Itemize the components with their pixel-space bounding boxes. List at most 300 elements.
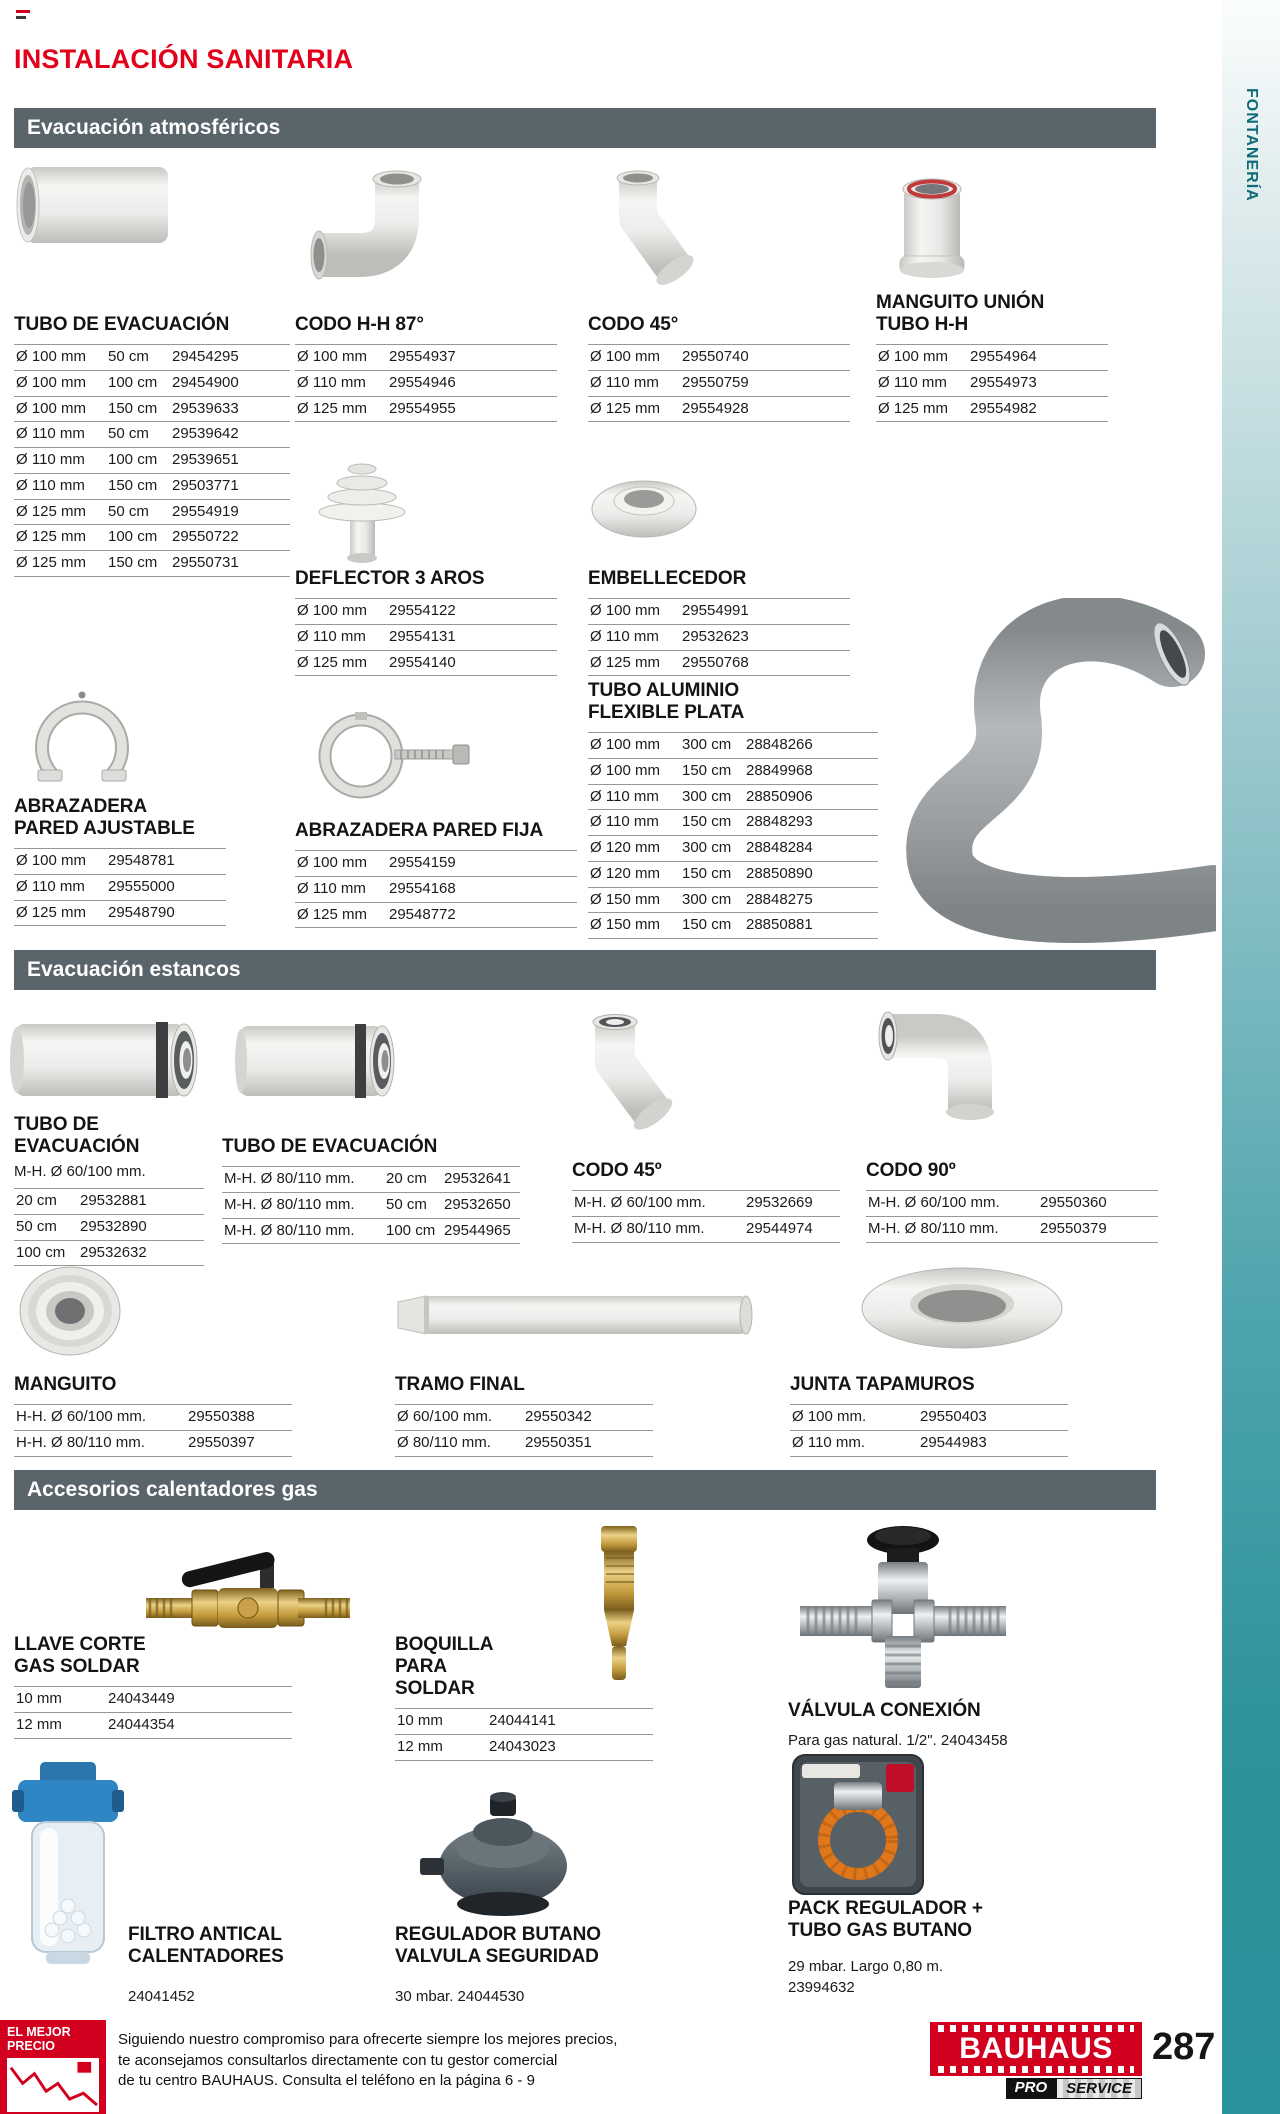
table-row — [14, 371, 290, 397]
table-cell: 29532632 — [80, 1243, 147, 1261]
table-row — [588, 888, 878, 914]
table-cell: 29554131 — [389, 627, 456, 645]
table-row — [14, 849, 226, 875]
table-row — [14, 1215, 204, 1241]
table-cell: 100 cm — [16, 1243, 66, 1261]
table-row — [14, 1431, 292, 1457]
table-cell: 100 cm — [108, 528, 158, 546]
product-image-codo-87 — [295, 155, 430, 295]
table-cell: 150 cm — [108, 554, 158, 572]
table-row — [588, 733, 878, 759]
table-cell: 20 cm — [16, 1192, 57, 1210]
table-cell: 150 cm — [108, 399, 158, 417]
table-cell: 24043449 — [108, 1690, 175, 1708]
table-cell: Ø 125 mm — [16, 554, 87, 572]
table-cell: 29550722 — [172, 528, 239, 546]
table-cell: Ø 60/100 mm. — [397, 1408, 493, 1426]
table-cell: 29532881 — [80, 1192, 147, 1210]
product-title: REGULADOR BUTANO VALVULA SEGURIDAD — [395, 1924, 601, 1968]
table-cell: 100 cm — [386, 1221, 436, 1239]
section-title: Evacuación estancos — [27, 958, 241, 981]
product-embellecedor — [588, 568, 850, 676]
table-row — [588, 836, 878, 862]
table-row — [876, 371, 1108, 397]
product-title: VÁLVULA CONEXIÓN — [788, 1700, 981, 1721]
table-row — [572, 1217, 840, 1243]
table-cell: Ø 100 mm — [16, 348, 87, 366]
product-title: MANGUITO — [14, 1374, 117, 1395]
table-cell: Ø 110 mm — [297, 373, 366, 391]
table-cell: 29554140 — [389, 653, 456, 671]
table-cell: 29550397 — [188, 1433, 255, 1451]
table-cell: Ø 100 mm — [16, 373, 87, 391]
table-cell: 29554964 — [970, 348, 1037, 366]
menu-icon-bar — [16, 10, 30, 13]
table-cell: Ø 100 mm — [878, 348, 949, 366]
product-codo-90-estanco — [866, 1160, 1158, 1243]
product-codo-45-estanco — [572, 1160, 840, 1243]
product-title: BOQUILLA PARA SOLDAR — [395, 1634, 493, 1700]
table-cell: Ø 125 mm — [16, 528, 87, 546]
table-cell: Ø 110 mm — [590, 373, 659, 391]
table-cell: Ø 100 mm — [16, 399, 87, 417]
table-cell: Ø 110 mm — [297, 627, 366, 645]
table-cell: 29550388 — [188, 1408, 255, 1426]
product-valvula-conexion — [788, 1700, 1078, 1749]
section-header-estancos — [14, 950, 1156, 990]
product-tramo-final — [395, 1374, 653, 1457]
table-cell: 50 cm — [386, 1195, 427, 1213]
table-cell: 29554937 — [389, 348, 456, 366]
product-boquilla — [395, 1634, 653, 1761]
product-table — [14, 1686, 292, 1739]
table-row — [588, 785, 878, 811]
table-cell: 29554946 — [389, 373, 456, 391]
product-title: EMBELLECEDOR — [588, 568, 747, 589]
table-cell: 29550403 — [920, 1408, 987, 1426]
best-price-label: EL MEJOR PRECIO — [7, 2025, 71, 2054]
product-tubo-80 — [222, 1136, 520, 1244]
table-cell: Ø 80/110 mm. — [397, 1433, 491, 1451]
table-cell: 50 cm — [16, 1217, 57, 1235]
product-pack-regulador — [788, 1898, 1023, 1996]
table-cell: 29554928 — [682, 399, 749, 417]
table-row — [588, 759, 878, 785]
product-tubo-evacuacion — [14, 314, 290, 577]
product-image-tubo-60 — [10, 1008, 210, 1112]
category-label: FONTANERÍA — [1243, 88, 1260, 202]
table-row — [14, 1189, 204, 1215]
product-title: ABRAZADERA PARED FIJA — [295, 820, 544, 841]
service-label: SERVICE — [1056, 2078, 1142, 2099]
product-title: TUBO ALUMINIO FLEXIBLE PLATA — [588, 680, 745, 724]
product-title: CODO H-H 87° — [295, 314, 424, 335]
table-cell: 29532890 — [80, 1217, 147, 1235]
table-cell: M-H. Ø 80/110 mm. — [224, 1170, 355, 1188]
product-image-abrazadera-ajustable — [16, 682, 148, 790]
product-title: JUNTA TAPAMUROS — [790, 1374, 975, 1395]
product-table — [588, 732, 878, 939]
table-row — [790, 1431, 1068, 1457]
table-cell: Ø 125 mm — [297, 653, 368, 671]
product-title: CODO 45º — [572, 1160, 662, 1181]
table-cell: 29554955 — [389, 399, 456, 417]
table-row — [14, 500, 290, 526]
table-cell: Ø 110 mm — [16, 476, 85, 494]
product-title: TUBO DE EVACUACIÓN — [14, 1114, 140, 1158]
footer-note-line: Siguiendo nuestro compromiso para ofrecerte siempre los mejores precios, — [118, 2031, 618, 2048]
product-image-regulador-butano — [420, 1770, 585, 1922]
checker-strip — [938, 2066, 1134, 2073]
table-cell: M-H. Ø 80/110 mm. — [868, 1219, 999, 1237]
product-image-tubo-80 — [235, 1012, 405, 1112]
product-image-abrazadera-fija — [305, 700, 477, 808]
table-cell: Ø 110 mm — [16, 451, 85, 469]
product-table — [790, 1404, 1068, 1457]
product-image-valvula-conexion — [788, 1516, 1018, 1706]
table-cell: M-H. Ø 60/100 mm. — [574, 1194, 706, 1212]
table-row — [295, 651, 557, 677]
table-cell: Ø 100 mm — [297, 348, 368, 366]
table-cell: 50 cm — [108, 348, 149, 366]
table-row — [14, 1687, 292, 1713]
product-table — [14, 1188, 204, 1266]
table-row — [14, 448, 290, 474]
table-row — [572, 1191, 840, 1217]
table-cell: 29532650 — [444, 1195, 511, 1213]
footer-note-line: te aconsejamos consultarlos directamente con tu gestor comercial — [118, 2051, 558, 2069]
table-cell: 300 cm — [682, 787, 732, 805]
product-abrazadera-ajustable — [14, 796, 226, 926]
table-cell: 50 cm — [108, 425, 149, 443]
product-image-manguito-union — [876, 166, 988, 288]
product-title: MANGUITO UNIÓN TUBO H-H — [876, 292, 1045, 336]
table-row — [14, 345, 290, 371]
product-table — [295, 598, 557, 676]
table-cell: Ø 100 mm — [297, 854, 368, 872]
table-row — [395, 1431, 653, 1457]
table-row — [588, 651, 850, 677]
table-cell: 29550731 — [172, 554, 239, 572]
section-title: Evacuación atmosféricos — [27, 116, 281, 139]
table-cell: 29550342 — [525, 1408, 592, 1426]
table-row — [14, 1241, 204, 1267]
table-cell: Ø 125 mm — [590, 399, 661, 417]
product-title: TUBO DE EVACUACIÓN — [14, 314, 230, 335]
footer-note-line: de tu centro BAUHAUS. Consulta el teléfono en la página 6 - 9 — [118, 2072, 535, 2090]
product-description: 30 mbar. 24044530 — [395, 1988, 525, 2006]
product-table — [876, 344, 1108, 422]
product-image-pack-regulador — [790, 1752, 940, 1897]
table-cell: 28848293 — [746, 813, 813, 831]
product-image-deflector — [300, 452, 422, 564]
table-row — [222, 1193, 520, 1219]
table-cell: 29544965 — [444, 1221, 511, 1239]
table-cell: 29554168 — [389, 879, 456, 897]
table-cell: Ø 110 mm — [297, 879, 366, 897]
table-row — [395, 1405, 653, 1431]
table-cell: Ø 100 mm — [590, 736, 661, 754]
table-row — [588, 599, 850, 625]
product-image-tramo-final — [390, 1286, 762, 1344]
table-cell: 29554122 — [389, 602, 456, 620]
product-table — [295, 344, 557, 422]
table-cell: 150 cm — [682, 761, 732, 779]
product-title: DEFLECTOR 3 AROS — [295, 568, 485, 589]
table-cell: 29550351 — [525, 1433, 592, 1451]
table-cell: 300 cm — [682, 736, 732, 754]
table-row — [588, 862, 878, 888]
table-cell: Ø 100 mm — [590, 348, 661, 366]
table-row — [14, 474, 290, 500]
table-cell: 29539651 — [172, 451, 239, 469]
table-cell: 100 cm — [108, 373, 158, 391]
product-code: 23994632 — [788, 1979, 855, 1997]
product-table — [588, 598, 850, 676]
product-filtro-antical — [128, 1924, 308, 2005]
table-row — [395, 1709, 653, 1735]
table-row — [588, 913, 878, 939]
table-cell: Ø 125 mm — [297, 399, 368, 417]
table-cell: 28848284 — [746, 839, 813, 857]
table-cell: 150 cm — [682, 813, 732, 831]
bauhaus-logo — [930, 2022, 1142, 2099]
table-row — [295, 345, 557, 371]
table-row — [295, 851, 577, 877]
product-codo-hh-87 — [295, 314, 557, 422]
menu-icon-bar — [16, 16, 26, 19]
product-manguito-estanco — [14, 1374, 292, 1457]
product-llave-corte — [14, 1634, 292, 1739]
table-cell: 12 mm — [397, 1737, 443, 1755]
table-row — [588, 625, 850, 651]
product-manguito-union — [876, 292, 1108, 422]
table-cell: M-H. Ø 60/100 mm. — [868, 1194, 1000, 1212]
table-row — [588, 810, 878, 836]
table-cell: Ø 110 mm — [16, 877, 85, 895]
product-title: CODO 90º — [866, 1160, 956, 1181]
product-subtitle: M-H. Ø 60/100 mm. — [14, 1163, 146, 1181]
table-cell: 150 cm — [108, 476, 158, 494]
footer-note — [118, 2030, 658, 2092]
product-table — [295, 850, 577, 928]
table-cell: 29550379 — [1040, 1219, 1107, 1237]
table-cell: 29544983 — [920, 1433, 987, 1451]
product-image-codo-45-estanco — [560, 1000, 685, 1135]
table-cell: Ø 100 mm — [297, 602, 368, 620]
product-table — [395, 1404, 653, 1457]
table-row — [876, 397, 1108, 423]
table-row — [295, 903, 577, 929]
table-row — [866, 1217, 1158, 1243]
table-row — [222, 1167, 520, 1193]
table-cell: 28850906 — [746, 787, 813, 805]
pro-service-strip — [930, 2078, 1142, 2099]
table-row — [14, 422, 290, 448]
table-cell: 29554973 — [970, 373, 1037, 391]
table-row — [876, 345, 1108, 371]
best-price-badge — [0, 2020, 106, 2114]
table-cell: Ø 100 mm. — [792, 1408, 867, 1426]
table-cell: 100 cm — [108, 451, 158, 469]
table-row — [588, 397, 850, 423]
table-cell: 28848275 — [746, 890, 813, 908]
product-codo-45 — [588, 314, 850, 422]
table-cell: 29539633 — [172, 399, 239, 417]
table-row — [14, 525, 290, 551]
menu-icon — [16, 10, 32, 22]
table-cell: 150 cm — [682, 916, 732, 934]
table-cell: 29550360 — [1040, 1194, 1107, 1212]
product-image-codo-90-estanco — [862, 1000, 1012, 1133]
table-cell: H-H. Ø 60/100 mm. — [16, 1408, 147, 1426]
product-image-codo-45 — [588, 158, 700, 296]
product-code: 24041452 — [128, 1988, 195, 2006]
table-row — [14, 1405, 292, 1431]
table-row — [588, 345, 850, 371]
table-cell: H-H. Ø 80/110 mm. — [16, 1433, 145, 1451]
table-cell: 29554159 — [389, 854, 456, 872]
product-image-filtro-antical — [12, 1760, 124, 1968]
product-table — [866, 1190, 1158, 1243]
table-cell: 20 cm — [386, 1170, 427, 1188]
table-cell: 12 mm — [16, 1715, 62, 1733]
product-table — [14, 1404, 292, 1457]
table-cell: 29454295 — [172, 348, 239, 366]
table-row — [14, 1713, 292, 1739]
table-cell: 50 cm — [108, 502, 149, 520]
product-tubo-aluminio — [588, 680, 878, 939]
table-row — [866, 1191, 1158, 1217]
table-cell: 29550740 — [682, 348, 749, 366]
table-cell: Ø 150 mm — [590, 916, 661, 934]
table-cell: 10 mm — [16, 1690, 62, 1708]
table-row — [14, 397, 290, 423]
pro-label: PRO — [1006, 2078, 1057, 2099]
product-table — [14, 344, 290, 577]
product-title: PACK REGULADOR + TUBO GAS BUTANO — [788, 1898, 983, 1942]
table-row — [14, 901, 226, 927]
section-header-gas — [14, 1470, 1156, 1510]
table-cell: 300 cm — [682, 839, 732, 857]
table-cell: Ø 100 mm — [16, 852, 87, 870]
table-row — [295, 625, 557, 651]
product-abrazadera-fija — [295, 820, 577, 928]
table-cell: 29544974 — [746, 1219, 813, 1237]
table-cell: M-H. Ø 80/110 mm. — [224, 1195, 355, 1213]
product-title: LLAVE CORTE GAS SOLDAR — [14, 1634, 146, 1678]
table-cell: Ø 110 mm — [590, 787, 659, 805]
product-regulador-butano — [395, 1924, 635, 2005]
table-cell: 29554919 — [172, 502, 239, 520]
product-table — [222, 1166, 520, 1244]
product-image-manguito-estanco — [10, 1260, 132, 1362]
price-chart-icon — [7, 2058, 99, 2112]
table-cell: Ø 120 mm — [590, 839, 661, 857]
product-tubo-60 — [14, 1114, 204, 1266]
table-cell: 29503771 — [172, 476, 239, 494]
table-cell: 29554991 — [682, 602, 749, 620]
table-cell: 28848266 — [746, 736, 813, 754]
table-row — [14, 551, 290, 577]
table-cell: 29555000 — [108, 877, 175, 895]
product-title: ABRAZADERA PARED AJUSTABLE — [14, 796, 195, 840]
page-number: 287 — [1152, 2026, 1216, 2068]
table-cell: Ø 110 mm. — [792, 1433, 866, 1451]
table-cell: Ø 110 mm — [590, 813, 659, 831]
table-row — [790, 1405, 1068, 1431]
product-junta-tapamuros — [790, 1374, 1068, 1457]
table-cell: Ø 125 mm — [297, 905, 368, 923]
table-cell: 28849968 — [746, 761, 813, 779]
brand-name: BAUHAUS — [959, 2032, 1113, 2065]
product-description: Para gas natural. 1/2". 24043458 — [788, 1732, 1008, 1750]
page-title: INSTALACIÓN SANITARIA — [14, 44, 354, 74]
product-table — [572, 1190, 840, 1243]
table-cell: M-H. Ø 80/110 mm. — [224, 1221, 355, 1239]
product-title: CODO 45° — [588, 314, 679, 335]
table-cell: Ø 120 mm — [590, 864, 661, 882]
table-cell: 300 cm — [682, 890, 732, 908]
table-cell: Ø 125 mm — [16, 502, 87, 520]
table-cell: 150 cm — [682, 864, 732, 882]
table-row — [14, 875, 226, 901]
table-row — [295, 397, 557, 423]
table-cell: 28850881 — [746, 916, 813, 934]
table-cell: 29550759 — [682, 373, 749, 391]
table-cell: Ø 125 mm — [16, 903, 87, 921]
table-cell: Ø 125 mm — [878, 399, 949, 417]
product-image-junta-tapamuros — [855, 1260, 1070, 1355]
product-description: 29 mbar. Largo 0,80 m. — [788, 1958, 944, 1976]
table-cell: 29454900 — [172, 373, 239, 391]
bauhaus-logo-box — [930, 2022, 1142, 2076]
table-row — [588, 371, 850, 397]
product-title: FILTRO ANTICAL CALENTADORES — [128, 1924, 284, 1968]
table-cell: 24044354 — [108, 1715, 175, 1733]
product-table — [14, 848, 226, 926]
table-row — [295, 877, 577, 903]
checker-strip — [938, 2025, 1134, 2032]
product-title: TRAMO FINAL — [395, 1374, 525, 1395]
table-cell: Ø 110 mm — [590, 627, 659, 645]
product-image-embellecedor — [588, 462, 700, 544]
table-row — [295, 371, 557, 397]
table-cell: 29548790 — [108, 903, 175, 921]
table-cell: 29548781 — [108, 852, 175, 870]
category-sidebar — [1222, 0, 1280, 2114]
table-row — [222, 1219, 520, 1245]
table-cell: 28850890 — [746, 864, 813, 882]
table-cell: 29532669 — [746, 1194, 813, 1212]
table-cell: 10 mm — [397, 1712, 443, 1730]
table-cell: Ø 100 mm — [590, 761, 661, 779]
product-table — [395, 1708, 653, 1761]
table-cell: 29554982 — [970, 399, 1037, 417]
section-title: Accesorios calentadores gas — [27, 1478, 318, 1501]
table-cell: 29548772 — [389, 905, 456, 923]
section-header-atmosfericos — [14, 108, 1156, 148]
table-cell: Ø 125 mm — [590, 653, 661, 671]
table-cell: 24044141 — [489, 1712, 556, 1730]
table-row — [295, 599, 557, 625]
product-title: TUBO DE EVACUACIÓN — [222, 1136, 438, 1157]
table-cell: Ø 150 mm — [590, 890, 661, 908]
table-row — [395, 1735, 653, 1761]
table-cell: 29539642 — [172, 425, 239, 443]
product-table — [588, 344, 850, 422]
table-cell: Ø 110 mm — [878, 373, 947, 391]
